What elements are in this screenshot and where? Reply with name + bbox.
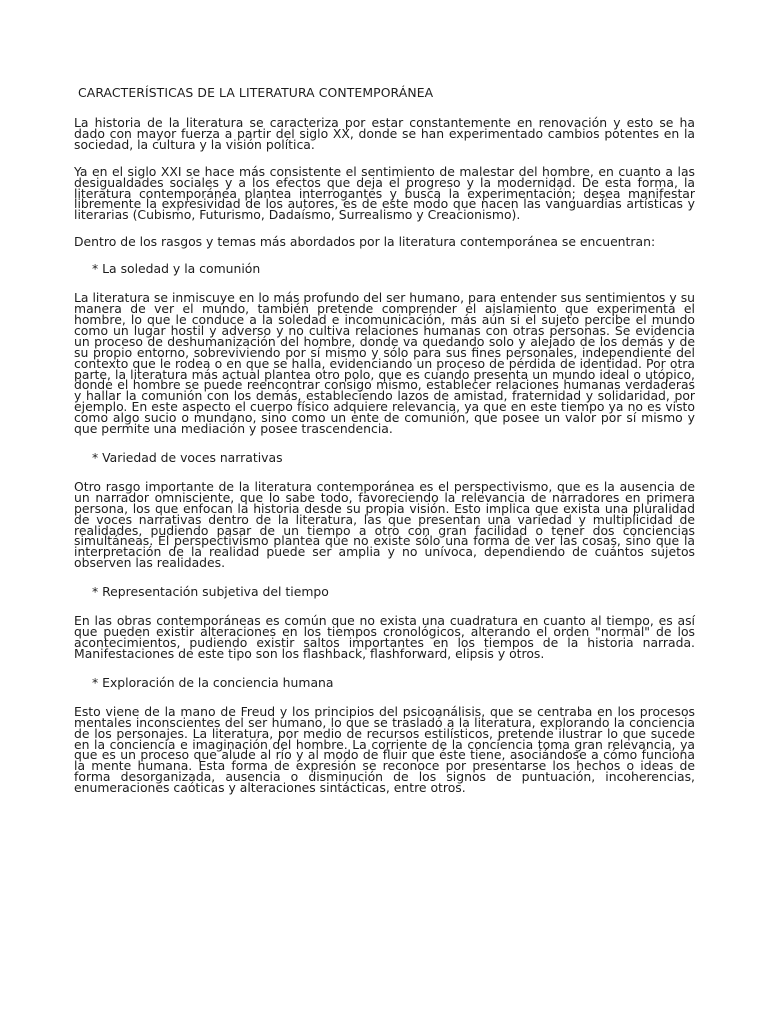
section-body-conciencia: Esto viene de la mano de Freud y los principios del psicoanálisis, que se centraba en los procesos mentales inconscientes del ser humano, lo que se trasladó a la literatura, explorando la conciencia de los personajes. La literatura, por medio de recursos estilísticos, pretende ilustrar lo que sucede en la conciencia e imaginación del hombre. La corriente de la conciencia toma gran relevancia, ya que es un proceso que alude al río y al modo de fluir que éste tiene, asociándose a cómo funciona la mente humana. Esta forma de expresión se reconoce por presentarse los hechos o ideas de forma desorganizada, ausencia o disminución de los signos de puntuación, incoherencias, enumeraciones caóticas y alteraciones sintácticas, entre otros. <box>74 703 695 796</box>
intro-paragraph-2: Ya en el siglo XXI se hace más consistente el sentimiento de malestar del hombre, en cuanto a las desigualdades sociales y a los efectos que deja el progreso y la modernidad. De esta forma, la literatura contemporánea plantea interrogantes y busca la experimentación; desea manifestar libremente la expresividad de los autores, es de este modo que nacen las vanguardias artísticas y literarias (Cubismo, Futurismo, Dadaísmo, Surrealismo y Creacionismo). <box>74 163 695 223</box>
section-body-soledad: La literatura se inmiscuye en lo más profundo del ser humano, para entender sus sentimientos y su manera de ver el mundo, también pretende comprender el aislamiento que experimenta el hombre, lo que le conduce a la soledad e incomunicación, más aún si el sujeto percibe el mundo como un lugar hostil y adverso y no cultiva relaciones humanas con otras personas. Se evidencia un proceso de deshumanización del hombre, donde va quedando solo y alejado de los demás y de su propio entorno, sobreviviendo por sí mismo y sólo para sus fines personales, independiente del contexto que le rodea o en que se halla, evidenciando un proceso de pérdida de identidad. Por otra parte, la literatura más actual plantea otro polo, que es cuando presenta un mundo ideal o utópico, donde el hombre se puede reencontrar consigo mismo, establecer relaciones humanas verdaderas y hallar la comunión con los demás, estableciendo lazos de amistad, fraternidad y solidaridad, por ejemplo. En este aspecto el cuerpo físico adquiere relevancia, ya que en este tiempo ya no es visto como algo sucio o mundano, sino como un ente de comunión, que posee un valor por sí mismo y que permite una mediación y posee trascendencia. <box>74 290 695 437</box>
section-heading-conciencia: * Exploración de la conciencia humana <box>92 674 334 690</box>
intro-paragraph-1: La historia de la literatura se caracteriza por estar constantemente en renovación y esto se ha dado con mayor fuerza a partir del siglo XX, donde se han experimentado cambios potentes en la sociedad, la cultura y la visión política. <box>74 115 695 152</box>
section-body-voces: Otro rasgo importante de la literatura contemporánea es el perspectivismo, que es la ausencia de un narrador omnisciente, que lo sabe todo, favoreciendo la relevancia de narradores en primera persona, los que enfocan la historia desde su propia visión. Esto implica que exista una pluralidad de voces narrativas dentro de la literatura, las que presentan una variedad y multiplicidad de realidades, pudiendo pasar de un tiempo a otro con gran facilidad o tener dos conciencias simultáneas. El perspectivismo plantea que no existe sólo una forma de ver las cosas, sino que la interpretación de la realidad puede ser amplia y no unívoca, dependiendo de cuántos sujetos observen las realidades. <box>74 478 695 571</box>
section-body-tiempo: En las obras contemporáneas es común que no exista una cuadratura en cuanto al tiempo, es así que pueden existir alteraciones en los tiempos cronológicos, alterando el orden "normal" de los acontecimientos, pudiendo existir saltos importantes en los tiempos de la historia narrada. Manifestaciones de este tipo son los flashback, flashforward, elipsis y otros. <box>74 613 695 661</box>
section-heading-voces: * Variedad de voces narrativas <box>92 449 283 465</box>
section-heading-soledad: * La soledad y la comunión <box>92 261 261 277</box>
document-title: CARACTERÍSTICAS DE LA LITERATURA CONTEMPORÁNEA <box>78 85 434 100</box>
document-page <box>74 86 695 810</box>
section-heading-tiempo: * Representación subjetiva del tiempo <box>92 584 329 600</box>
intro-paragraph-3: Dentro de los rasgos y temas más abordados por la literatura contemporánea se encuentran: <box>74 234 656 250</box>
